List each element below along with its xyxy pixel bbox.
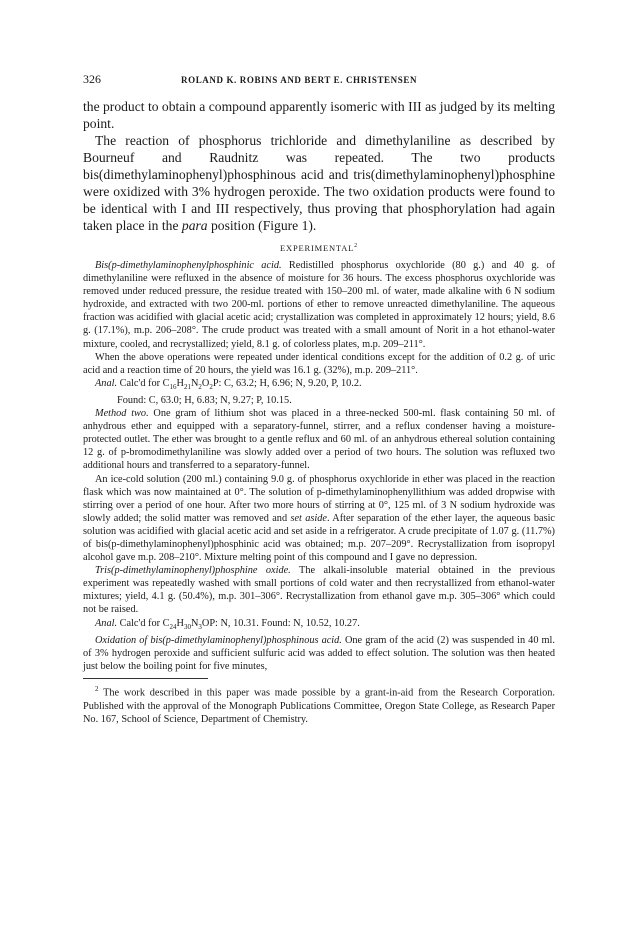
- intro-paragraph-1: the product to obtain a compound apparently isomeric with III as judged by its melting point.: [83, 99, 555, 131]
- section-heading: EXPERIMENTAL$^2$: [280, 243, 358, 253]
- found-1: Found: C, 63.0; H, 6.83; N, 9.27; P, 10.15.: [117, 394, 292, 406]
- page-header: [83, 72, 555, 98]
- running-head: ROLAND K. ROBINS AND BERT E. CHRISTENSEN: [181, 75, 418, 85]
- footnote-marker: 2: [354, 243, 358, 250]
- exp-paragraph-5: Tris(p-dimethylaminophenyl)phosphine oxide. The alkali-insoluble material obtained in the previous experiment was repeatedly washed with small portions of cold water and then recrystallized from ethanol-water mixtures; yield, 4.1 g. (50.4%), m.p. 301–306°. Recrystallization from ethanol gave m.p. 305–306° which could not be raised.: [83, 565, 555, 616]
- exp-paragraph-6: Oxidation of bis(p-dimethylaminophenyl)phosphinous acid. One gram of the acid (2) was suspended in 40 ml. of 3% hydrogen peroxide and sufficient sulfuric acid was added to effect solution. The solution was then heated just below the boiling point for five minutes,: [83, 634, 555, 672]
- exp-paragraph-3: Method two. One gram of lithium shot was placed in a three-necked 500-ml. flask containing 50 ml. of anhydrous ether and equipped with a separatory-funnel, stirrer, and a reflux condenser having a moisture-protected outlet. The ether was brought to a gentle reflux and 60 ml. of an anhydrous ethereal solution containing 12 g. of p-bromodimethylaniline was slowly added over a period of two hours. The solution was refluxed two additional hours and transferred to a separatory-funnel.: [83, 408, 556, 472]
- footnote-divider: [83, 678, 208, 679]
- paper-page: [83, 72, 555, 726]
- footnote-number: 2: [95, 685, 99, 693]
- analysis-2: Anal. Calc'd for $C_{24}H_{30}N_3OP$: N, 10.31. Found: N, 10.52, 10.27.: [95, 617, 360, 631]
- intro-paragraph-2: The reaction of phosphorus trichloride and dimethylaniline as described by Bourneuf and Raudnitz was repeated. The two products bis(dimethylaminophenyl)phosphinous acid and tris(dimethylaminophenyl)phosphine were oxidized with 3% hydrogen peroxide. The two oxidation products were found to be identical with I and III respectively, thus proving that phosphorylation had again taken place in the para position (Figure 1).: [83, 133, 555, 233]
- experimental-text: [83, 259, 555, 673]
- footnote: [83, 683, 555, 726]
- analysis-1: Anal. Calc'd for $C_{16}H_{21}N_2O_2P$: C, 63.2; H, 6.96; N, 9.20, P, 10.2.: [95, 377, 362, 391]
- exp-paragraph-1: Bis(p-dimethylaminophenylphosphinic acid. Redistilled phosphorus oxychloride (80 g.) and 40 g. of dimethylaniline were refluxed in the absence of moisture for 36 hours. The excess phosphorus oxychloride was removed under reduced pressure, the residue treated with 150–200 ml. of water, made alkaline with 6 N sodium hydroxide, and extracted with two 200-ml. portions of ether to remove unreacted dimethylaniline. The aqueous fraction was acidified with glacial acetic acid; crystallization was completed in approximately 12 hours; yield, 8.6 g. (17.1%), m.p. 206–208°. The crude product was treated with a small amount of Norit in a hot ethanol-water mixture, cooled, and recrystallized; yield, 8.1 g. of colorless plates, m.p. 209–211°.: [83, 260, 555, 350]
- footnote-text: $^2$ The work described in this paper was made possible by a grant-in-aid from the Research Corporation. Published with the approval of the Monograph Publications Committee, Oregon State College, as Research Paper No. 167, School of Science, Department of Chemistry.: [83, 685, 555, 725]
- intro-text: [83, 98, 555, 234]
- page-number: 326: [83, 72, 101, 86]
- exp-paragraph-4: An ice-cold solution (200 ml.) containing 9.0 g. of phosphorus oxychloride in ether was placed in the reaction flask which was now maintained at 0°. The solution of p-dimethylaminophenyllithium was added dropwise with stirring over a period of one hour. After two more hours of stirring at 0°, 125 ml. of 3 N sodium hydroxide was slowly added; the solid matter was removed and set aside. After separation of the ether layer, the aqueous basic solution was acidified with glacial acetic acid and set aside in a refrigerator. A crude precipitate of 1.07 g. (11.7%) of bis(p-dimethylaminophenyl)phosphinic acid was obtained; m.p. 207–209°. Recrystallization from isopropyl alcohol gave m.p. 208–210°. Mixture melting point of this compound and I gave no depression.: [83, 473, 556, 564]
- exp-paragraph-2: When the above operations were repeated under identical conditions except for the addition of 0.2 g. of uric acid and a reaction time of 20 hours, the yield was 16.1 g. (32%), m.p. 209–211°.: [83, 351, 555, 376]
